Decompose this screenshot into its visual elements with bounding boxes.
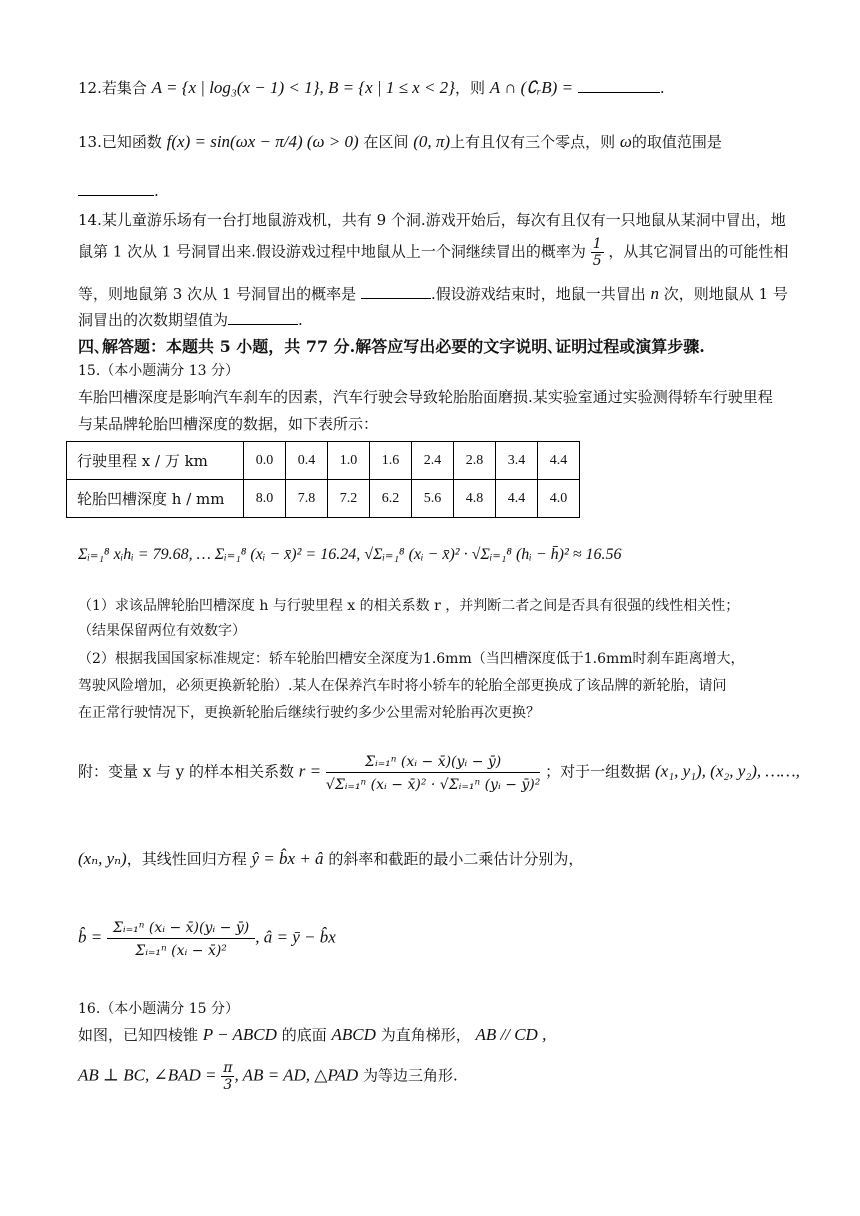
q14-n: n	[650, 284, 660, 303]
q12-expression: A ∩ (∁ᵣB) =	[489, 78, 574, 97]
table-cell: 4.4	[538, 442, 580, 480]
q14-line-4	[78, 309, 303, 331]
q15-r-denominator: √Σᵢ₌₁ⁿ (xᵢ − x̄)² · √Σᵢ₌₁ⁿ (yᵢ − ȳ)²	[325, 777, 541, 793]
q15-part1-line2: （结果保留两位有效数字）	[78, 623, 246, 639]
q15-data-table	[66, 441, 580, 518]
q12-line	[78, 77, 665, 99]
q14-answer-blank-2[interactable]	[228, 324, 298, 325]
q14-probability-fraction	[591, 236, 604, 269]
q15-b-lhs: b̂ =	[78, 927, 103, 947]
q15-appendix-text: 附：变量 x 与 y 的样本相关系数	[78, 762, 295, 781]
q15-intro-2: 与某品牌轮胎凹槽深度的数据，如下表所示：	[78, 415, 379, 433]
q14-answer-blank-1[interactable]	[361, 298, 431, 299]
q14-fraction-denominator: 5	[592, 253, 602, 269]
q15-r-fraction	[326, 752, 540, 793]
q13-prefix: 13.已知函数	[78, 133, 162, 151]
q16-line-1	[78, 1024, 546, 1046]
q14-line-2a: 鼠第 1 次从 1 号洞冒出来.假设游戏过程中地鼠从上一个洞继续冒出的概率为	[78, 242, 586, 261]
table-cell: 3.4	[496, 442, 538, 480]
q16-line-1c: 为直角梯形，	[380, 1026, 471, 1044]
q14-line-3c: 次，则地鼠从 1 号	[663, 285, 788, 303]
table-row-label-depth: 轮胎凹槽深度 h / mm	[67, 480, 244, 518]
q16-pi-fraction	[221, 1060, 234, 1093]
q15-b-formula	[78, 918, 336, 959]
q15-part2-line2: 驾驶风险增加，必须更换新轮胎）.某人在保养汽车时将小轿车的轮胎全部更换成了该品牌的新轮胎，请问	[78, 678, 727, 694]
q16-line-2	[78, 1060, 458, 1093]
q13-answer-line	[78, 180, 159, 202]
q15-last-pair: (xₙ, yₙ)	[78, 849, 127, 868]
q14-line-2b: ，从其它洞冒出的可能性相	[608, 242, 789, 261]
q15-part1-line1: （1）求该品牌轮胎凹槽深度 h 与行驶里程 x 的相关系数 r ，并判断二者之间是否具有很强的线性相关性；	[78, 598, 740, 614]
q12-formula: A = {x | log₃(x − 1) < 1}, B = {x | 1 ≤ x < 2}	[151, 78, 455, 97]
table-cell: 4.0	[538, 480, 580, 518]
q16-pi-denominator: 3	[223, 1077, 233, 1093]
q13-answer-blank[interactable]	[78, 195, 154, 196]
q13-suffix: 上有且仅有三个零点，则	[450, 133, 616, 151]
table-row-mileage	[67, 442, 580, 480]
q16-parallel: AB // CD ,	[475, 1025, 547, 1044]
table-cell: 2.4	[412, 442, 454, 480]
table-row-depth	[67, 480, 580, 518]
q13-omega: ω	[619, 132, 632, 151]
q14-line-4b: .	[298, 311, 303, 329]
q15-b-numerator: Σᵢ₌₁ⁿ (xᵢ − x̄)(yᵢ − ȳ)	[107, 918, 255, 939]
table-cell: 7.2	[328, 480, 370, 518]
table-cell: 4.4	[496, 480, 538, 518]
table-cell: 1.0	[328, 442, 370, 480]
q12-middle: ，则	[454, 79, 485, 97]
q16-header: 16.（本小题满分 15 分）	[78, 1001, 239, 1017]
q14-line-1: 14.某儿童游乐场有一台打地鼠游戏机，共有 9 个洞.游戏开始后，每次有且仅有一只地鼠从某洞中冒出，地	[78, 211, 786, 229]
q15-header: 15.（本小题满分 13 分）	[78, 363, 239, 379]
q15-part2-line3: 在正常行驶情况下，更换新轮胎后继续行驶约多少公里需对轮胎再次更换？	[78, 705, 540, 721]
q14-line-3	[78, 283, 788, 305]
q13-end: .	[154, 182, 159, 200]
q13-formula: f(x) = sin(ωx − π/4) (ω > 0)	[166, 132, 359, 151]
q15-r-numerator: Σᵢ₌₁ⁿ (xᵢ − x̄)(yᵢ − ȳ)	[326, 752, 540, 773]
q14-line-3a: 等，则地鼠第 3 次从 1 号洞冒出的概率是	[78, 285, 357, 303]
q15-part2-line1: （2）根据我国国家标准规定：轿车轮胎凹槽安全深度为1.6mm（当凹槽深度低于1.6mm时刹车距离增大，	[78, 651, 745, 667]
table-cell: 4.8	[454, 480, 496, 518]
q14-line-2	[78, 236, 788, 269]
section-4-heading: 四､解答题：本题共 5 小题，共 77 分.解答应写出必要的文字说明､证明过程或演算步骤.	[78, 337, 705, 356]
q12-end: .	[659, 79, 665, 97]
q15-appendix-line	[78, 752, 800, 793]
q15-r-lhs: r =	[298, 761, 322, 781]
table-cell: 5.6	[412, 480, 454, 518]
q15-data-pairs: (x₁, y₁), (x₂, y₂), ……,	[654, 761, 800, 781]
q16-line-1b: 的底面	[281, 1026, 327, 1044]
table-cell: 0.0	[244, 442, 286, 480]
q15-b-denominator: Σᵢ₌₁ⁿ (xᵢ − x̄)²	[135, 943, 227, 959]
table-cell: 7.8	[286, 480, 328, 518]
q15-summary-sums: Σᵢ₌₁⁸ xᵢhᵢ = 79.68, … Σᵢ₌₁⁸ (xᵢ − x̄)² = 16.24, √Σᵢ₌₁⁸ (xᵢ − x̄)² · √Σᵢ₌₁⁸ (hᵢ − h̄)² ≈ 16.56	[78, 546, 622, 563]
q16-condition-c: 为等边三角形.	[362, 1066, 458, 1085]
q15-regression-text-c: 的斜率和截距的最小二乘估计分别为，	[328, 850, 584, 868]
table-cell: 1.6	[370, 442, 412, 480]
q15-a-equation: , â = ȳ − b̂x	[255, 927, 336, 947]
table-cell: 2.8	[454, 442, 496, 480]
q15-appendix-text-b: ；对于一组数据	[545, 762, 651, 781]
table-cell: 0.4	[286, 442, 328, 480]
q14-line-3b: .假设游戏结束时，地鼠一共冒出	[430, 285, 646, 303]
table-cell: 6.2	[370, 480, 412, 518]
q15-regression-line	[78, 848, 583, 870]
q12-answer-blank[interactable]	[578, 92, 660, 93]
table-row-label-mileage: 行驶里程 x / 万 km	[67, 442, 244, 480]
q13-interval: (0, π)	[413, 132, 451, 151]
q14-fraction-numerator: 1	[592, 236, 602, 252]
q15-regression-text: ，其线性回归方程	[126, 850, 247, 868]
table-cell: 8.0	[244, 480, 286, 518]
q13-middle: 在区间	[363, 133, 409, 151]
q15-intro-1: 车胎凹槽深度是影响汽车刹车的因素，汽车行驶会导致轮胎胎面磨损.某实验室通过实验测得轿车行驶里程	[78, 388, 773, 406]
q15-b-fraction	[107, 918, 255, 959]
q16-base: ABCD	[331, 1025, 376, 1044]
q13-line	[78, 131, 722, 153]
q16-line-1a: 如图，已知四棱锥	[78, 1026, 199, 1044]
q13-tail: 的取值范围是	[631, 133, 722, 151]
q15-regression-equation: ŷ = b̂x + â	[251, 849, 324, 868]
q14-line-4a: 洞冒出的次数期望值为	[78, 311, 229, 329]
q16-pi-numerator: π	[223, 1060, 233, 1076]
q16-condition-b: , AB = AD, △PAD	[234, 1065, 359, 1085]
q12-prefix: 12.若集合	[78, 79, 147, 97]
q16-pyramid: P − ABCD	[202, 1025, 277, 1044]
q16-condition-a: AB ⊥ BC, ∠BAD =	[78, 1065, 217, 1085]
